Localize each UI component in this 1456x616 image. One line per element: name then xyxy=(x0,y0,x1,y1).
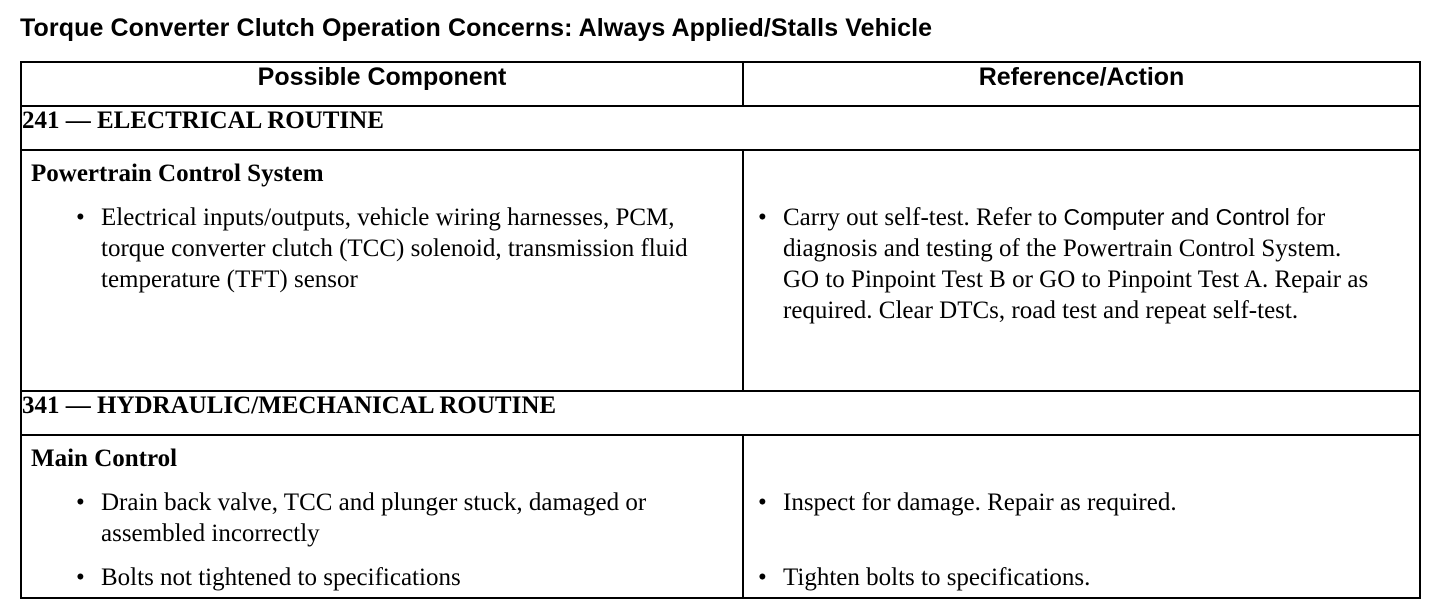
action-item xyxy=(758,562,1383,593)
system-title: Main Control xyxy=(31,445,178,472)
component-text: Drain back valve, TCC and plunger stuck, damaged or assembled incorrectly xyxy=(101,489,647,547)
component-cell xyxy=(21,435,743,598)
routine-heading-hydraulic: 341 — HYDRAULIC/MECHANICAL ROUTINE xyxy=(21,391,1420,435)
component-cell xyxy=(21,150,743,391)
component-text: Bolts not tightened to specifications xyxy=(101,564,461,591)
routine-row xyxy=(21,106,1420,150)
column-header-component: Possible Component xyxy=(21,62,743,106)
system-title: Powertrain Control System xyxy=(31,160,324,187)
page-title: Torque Converter Clutch Operation Concerns: Always Applied/Stalls Vehicle xyxy=(20,14,933,42)
component-item xyxy=(76,202,731,295)
action-item xyxy=(758,202,1383,326)
component-text: Electrical inputs/outputs, vehicle wiring harnesses, PCM, torque converter clutch (TCC) solenoid, transmission fluid temperature (TFT) sensor xyxy=(101,204,688,293)
bullet-icon: • xyxy=(758,489,767,516)
action-text-post: for diagnosis and testing of the Powertrain Control System. GO to Pinpoint Test B or GO to Pinpoint Test A. Repair as required. Clear DTCs, road test and repeat self-test. xyxy=(783,204,1369,324)
routine-row xyxy=(21,391,1420,435)
action-text: Inspect for damage. Repair as required. xyxy=(783,489,1177,516)
column-header-action: Reference/Action xyxy=(743,62,1420,106)
table-row xyxy=(21,435,1420,598)
table-header-row xyxy=(21,62,1420,106)
component-item xyxy=(76,562,731,593)
bullet-icon: • xyxy=(76,489,85,516)
table-row xyxy=(21,150,1420,391)
action-cell xyxy=(743,150,1420,391)
component-item xyxy=(76,487,731,549)
bullet-icon: • xyxy=(758,564,767,591)
diagnosis-table xyxy=(20,61,1421,599)
bullet-icon: • xyxy=(76,204,85,231)
reference-link[interactable]: Computer and Control xyxy=(1063,204,1290,230)
action-item xyxy=(758,487,1383,518)
bullet-icon: • xyxy=(76,564,85,591)
routine-heading-electrical: 241 — ELECTRICAL ROUTINE xyxy=(21,106,1420,150)
action-text-pre: Carry out self-test. Refer to xyxy=(783,204,1058,231)
bullet-icon: • xyxy=(758,204,767,231)
action-text: Tighten bolts to specifications. xyxy=(783,564,1091,591)
action-text xyxy=(783,202,1383,326)
action-cell xyxy=(743,435,1420,598)
